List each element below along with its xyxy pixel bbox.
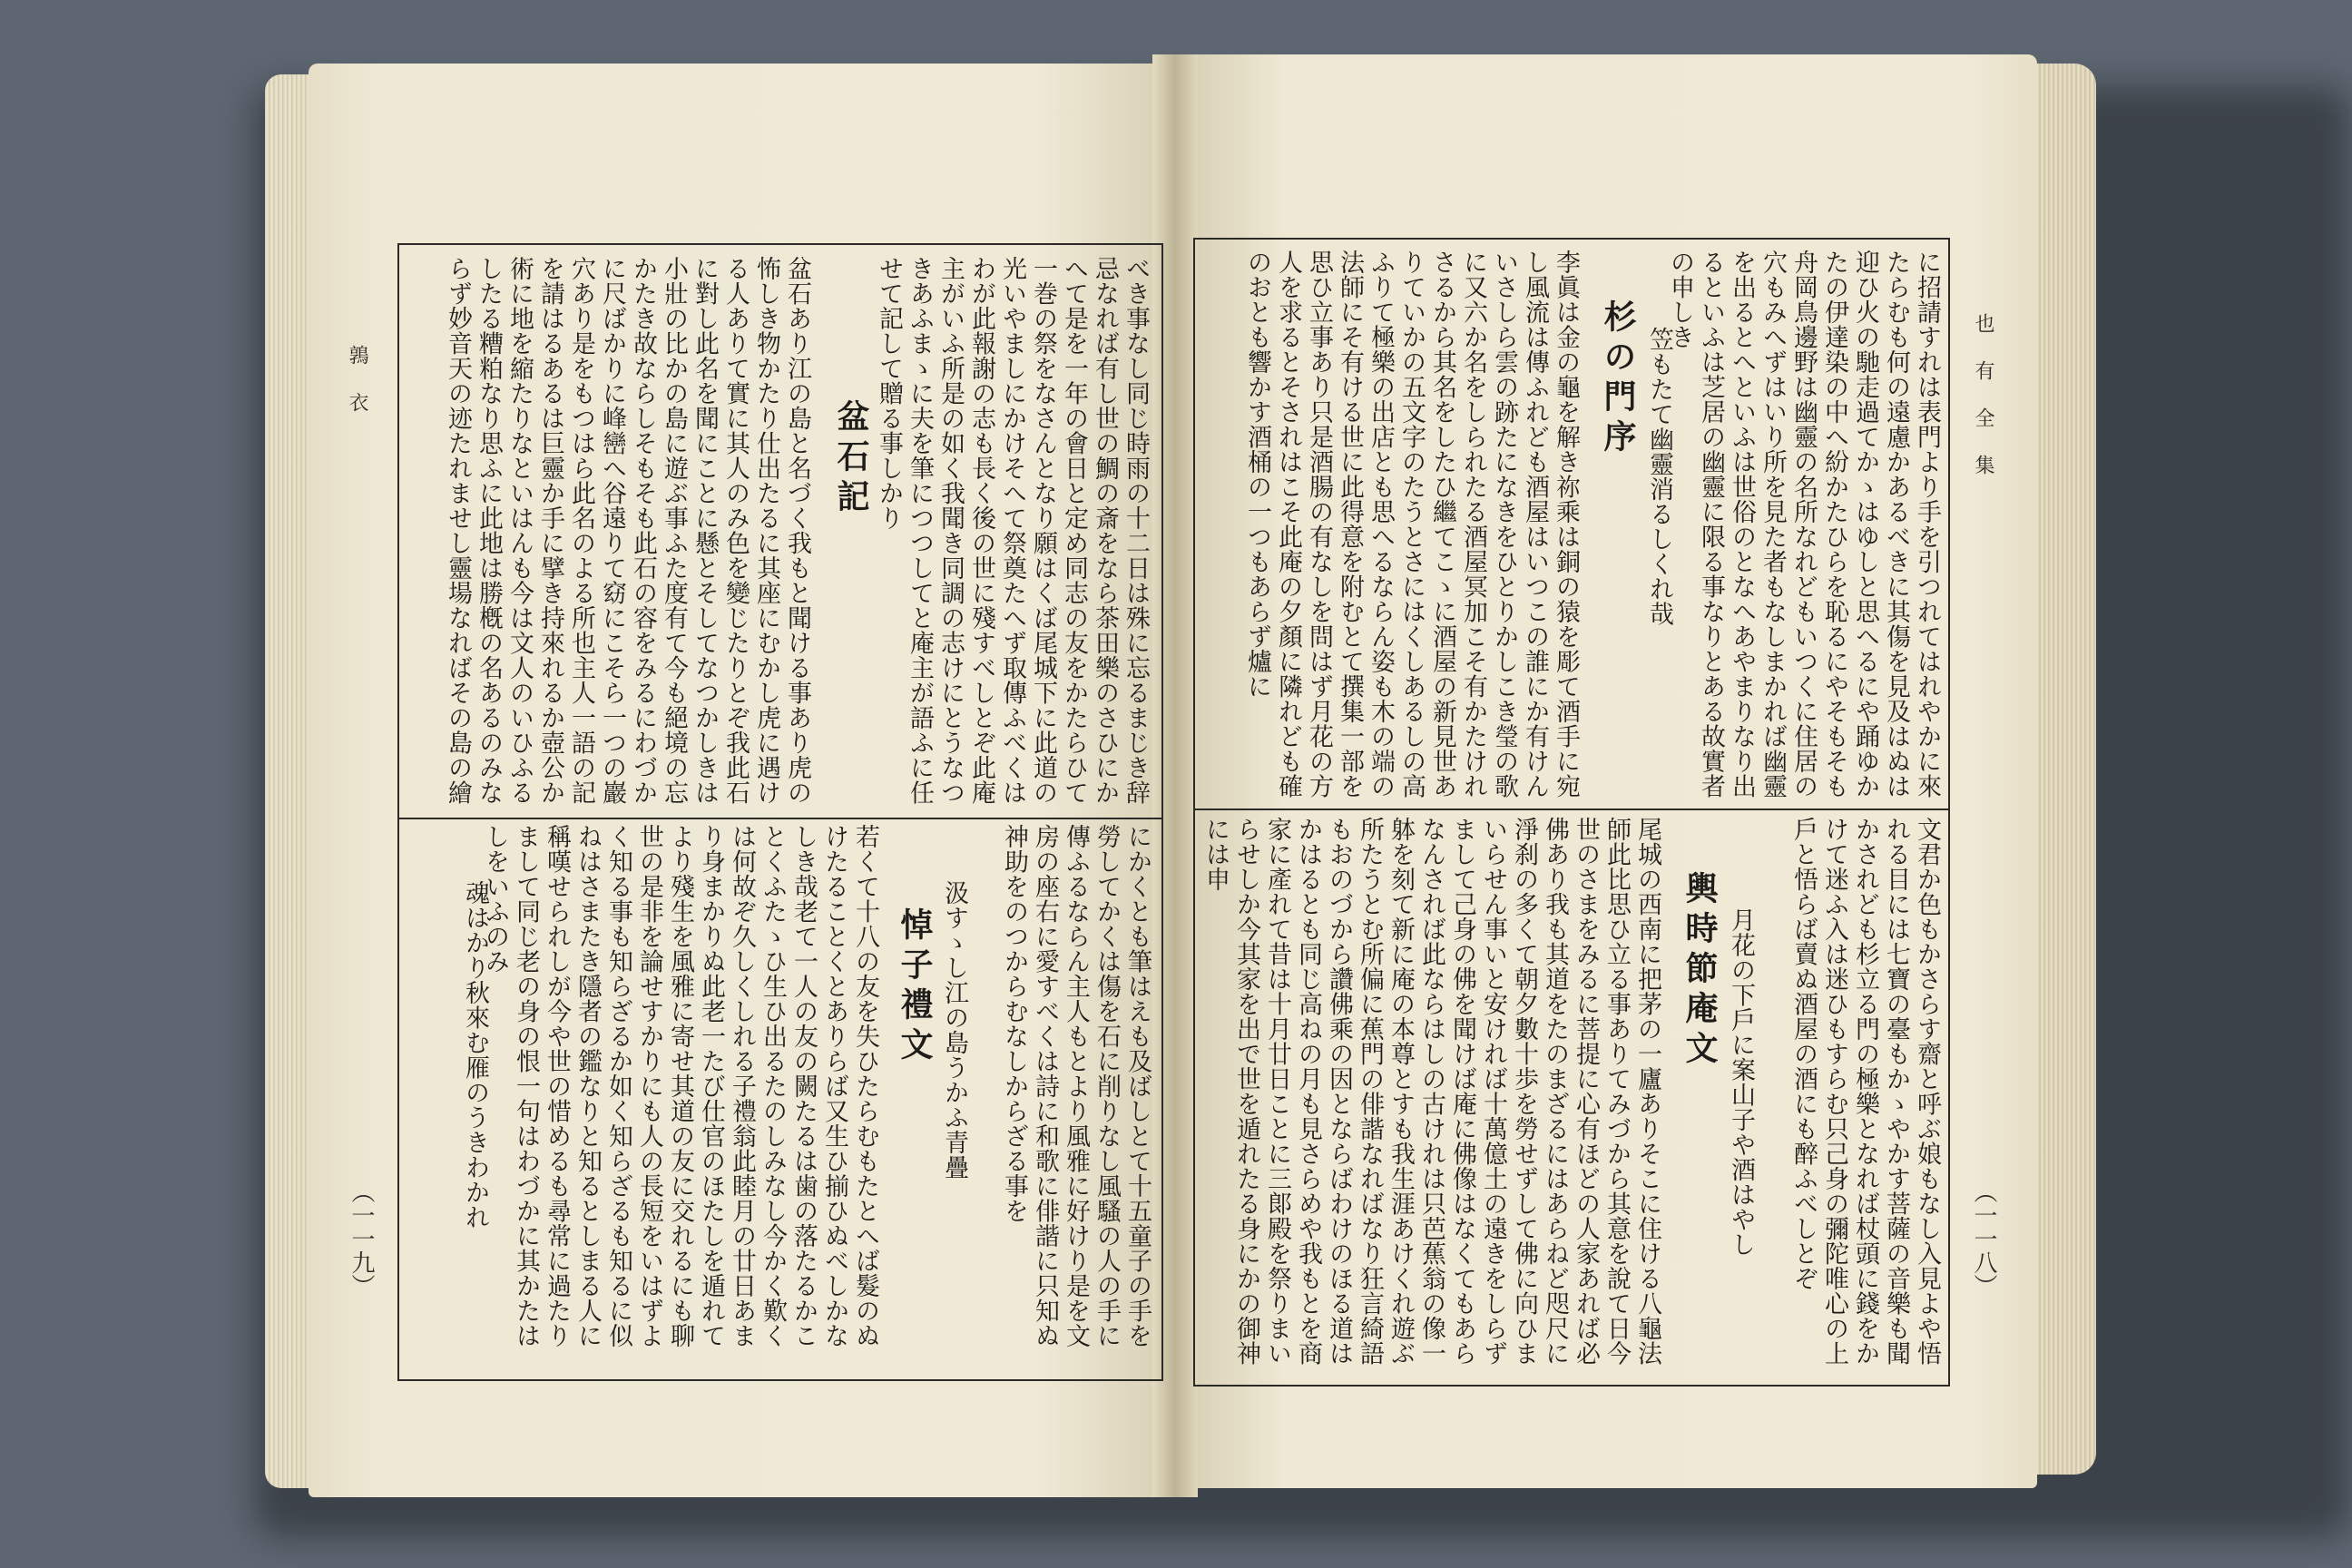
right-bottom-right-prose: 文君か色もかさらす齋と呼ぶ娘もなし入見よや悟れる目には七寶の臺もかゝやかす菩薩の音樂も聞かされども杉立る門の極樂となれば杖頭に錢をかけて迷ふ入は迷ひもすらむ只己身の彌陀唯心の上戶と悟らば賣ぬ酒屋の酒にも醉ふべしとぞ bbox=[1789, 817, 1941, 1366]
tousi-title: 悼子禮文 bbox=[896, 907, 934, 1067]
left-running-head: 鶉衣 bbox=[346, 345, 368, 439]
right-bottom-verse: 月花の下戶に案山子や酒はやし bbox=[1727, 907, 1755, 1257]
yojitsu-title: 輿時節庵文 bbox=[1681, 871, 1719, 1071]
right-verse: 笠もたて幽靈消るしくれ哉 bbox=[1645, 327, 1673, 626]
sugi-title: 杉の門序 bbox=[1599, 299, 1637, 459]
right-running-head: 也有全集 bbox=[1972, 313, 1994, 502]
yojitsu-body: 尾城の西南に把茅の一廬ありそこに住ける八龜法師此比思ひ立る事ありてみづから其意を說て日今世のさまをみるに菩提に心有ほどの人家あれば必佛あり我も其道をたのまざるにはあらねど咫尺に淨刹の多くて朝夕數十歩を勞せずして佛に向ひまいらせん事いと安ければ十萬億土の遠きをしらずまして己身の佛を聞けば庵に佛像はなくてもあらなんされば此ならはしの古けれは只芭蕉翁の像一躰を刻て新に庵の本尊とすも我生涯あけくれ遊ぶ所たうとむ所偏に蕉門の俳諧なればなり狂言綺語もおのづから讚佛乘の因とならばわけのほる道はかはるとも同じ高ねの月も見さらめや我もとを商家に產れて昔は十月廿日ことに三郞殿を祭りまいらせしか今其家を出で世を遁れたる身にかの御神には申 bbox=[1201, 817, 1661, 1366]
left-verse: 汲すゝし江の島うかふ青疊 bbox=[940, 880, 968, 1180]
left-frame-divider bbox=[399, 818, 1161, 819]
right-frame-divider bbox=[1195, 808, 1948, 810]
tousi-body: 若くて十八の友を失ひたらむもたとへば髮のぬけたることくとありらば又生ひ揃ひぬべしかなしき哉老て一人の友の闕たるは歯の落たるかことくふたゝひ生ひ出るたのしみなし今かく歎くは何故ぞ久しくしれる子禮翁此睦月の廿日あまり身まかりぬ此老一たび仕官のほたしを遁れてより殘生を風雅に寄せ其道の友に交れるにも聊世の是非を論せすかりにも人の長短をいはずよく知る事も知らざるか如く知らざるも知るに似ねはさまたき隱者の鑑なりと知るとしまる人に稱嘆せられしが今や世の惜めるも尋常に過たりまして同じ老の身の恨一句はわづかに其かたはしをいふのみ bbox=[481, 824, 879, 1348]
left-bottom-right-prose: にかくとも筆はえも及ばしとて十五童子の手を勞してかくは傷を石に削りなし風騷の人の手に傳ふるならん主人もとより風雅に好けり是を文房の座右に愛すべくは詩に和歌に俳諧に只知ぬ神助をのつからむなしからざる事を bbox=[1000, 824, 1152, 1348]
bonseki-title: 盆石記 bbox=[832, 399, 870, 519]
left-top-right-prose: べき事なし同じ時雨の十二日は殊に忘るまじき辞忌なれば有し世の鯛の斎をなら茶田樂のさひにかへて是を一年の會日と定め同志の友をかたらひて一巻の祭をなさんとなり願はくば尾城下に此道の光いやましにかけそへて祭奠たへず取傳ふべくはわが此報謝の志も長く後の世に殘すべしとぞ此庵主がいふ所是の如く我聞き同調の志けにとうなつきあふまゝに夫を筆につつしてと庵主が語ふに任せて記して贈る事しかり bbox=[875, 256, 1150, 805]
tousi-verse: 魂はかり秋來む雁のうきわかれ bbox=[461, 880, 489, 1230]
sugi-body: 李眞は金の龜を解き祢乘は銅の猿を彫て酒手に宛し風流は傳ふれども酒屋はいつこの誰にか有けんいさしら雲の跡たになきをひとりかしこき瑩の歌に又六か名をしられたる酒屋冥加こそ有かたけれさるから其名をしたひ繼てこゝに酒屋の新見世ありていかの五文字のたうとさにはくしあるしの高ふりて極樂の出店とも思へるならん姿も木の端の法師にそ有ける世に此得意を附むとて撰集一部を思ひ立事あり只是酒腸の有なしを問はず月花の方人を求るとそされはこそ此庵の夕顏に隣れども確のおとも響かす酒桶の一つもあらず爐に bbox=[1243, 250, 1580, 799]
bonseki-body: 盆石あり江の島と名づく我もと聞ける事あり虎の怖しき物かたり仕出たるに其座にむかし虎に遇ける人ありて實に其人のみ色を變じたりとぞ我此石に對し此名を聞にことに懸とそしてなつかしきは小壯の比かの島に遊ぶ事ふた度有て今も絕境の忘かたき故ならしそもそも此石の容をみるにわづかに尺ばかりに峰巒へ谷遠りて窈にこそら一つの巖穴あり是をもつはら此名のよる所也主人一語の記を請はるあるは巨靈か手に擘き持來れるか壺公か術に地を縮たりなといはんも今は文人のいひふるしたる糟粕なり思ふに此地は勝槪の名あるのみならず妙音天の迹たれませし靈場なればその島の繪 bbox=[444, 256, 811, 805]
right-top-right-prose: に招請すれは表門より手を引つれてはれやかに來たらむも何の遠慮かあるべきに其傷を見及はぬは迎ひ火の馳走過てかゝはゆしと思へるにや踊ゆかたの伊達染の中へ紛かたひらを恥るにやそもそも舟岡鳥邊野は幽靈の名所なれどもいつくに住居の穴もみへずはいり所を見た者もなしまかれば幽靈を出るとへといふは世俗のとなへあやまりなり出るといふは芝居の幽靈に限る事なりとある故實者の申しき bbox=[1666, 250, 1941, 799]
left-page-number: （一一九） bbox=[348, 1180, 375, 1298]
right-page-number: （一一八） bbox=[1970, 1180, 1997, 1298]
